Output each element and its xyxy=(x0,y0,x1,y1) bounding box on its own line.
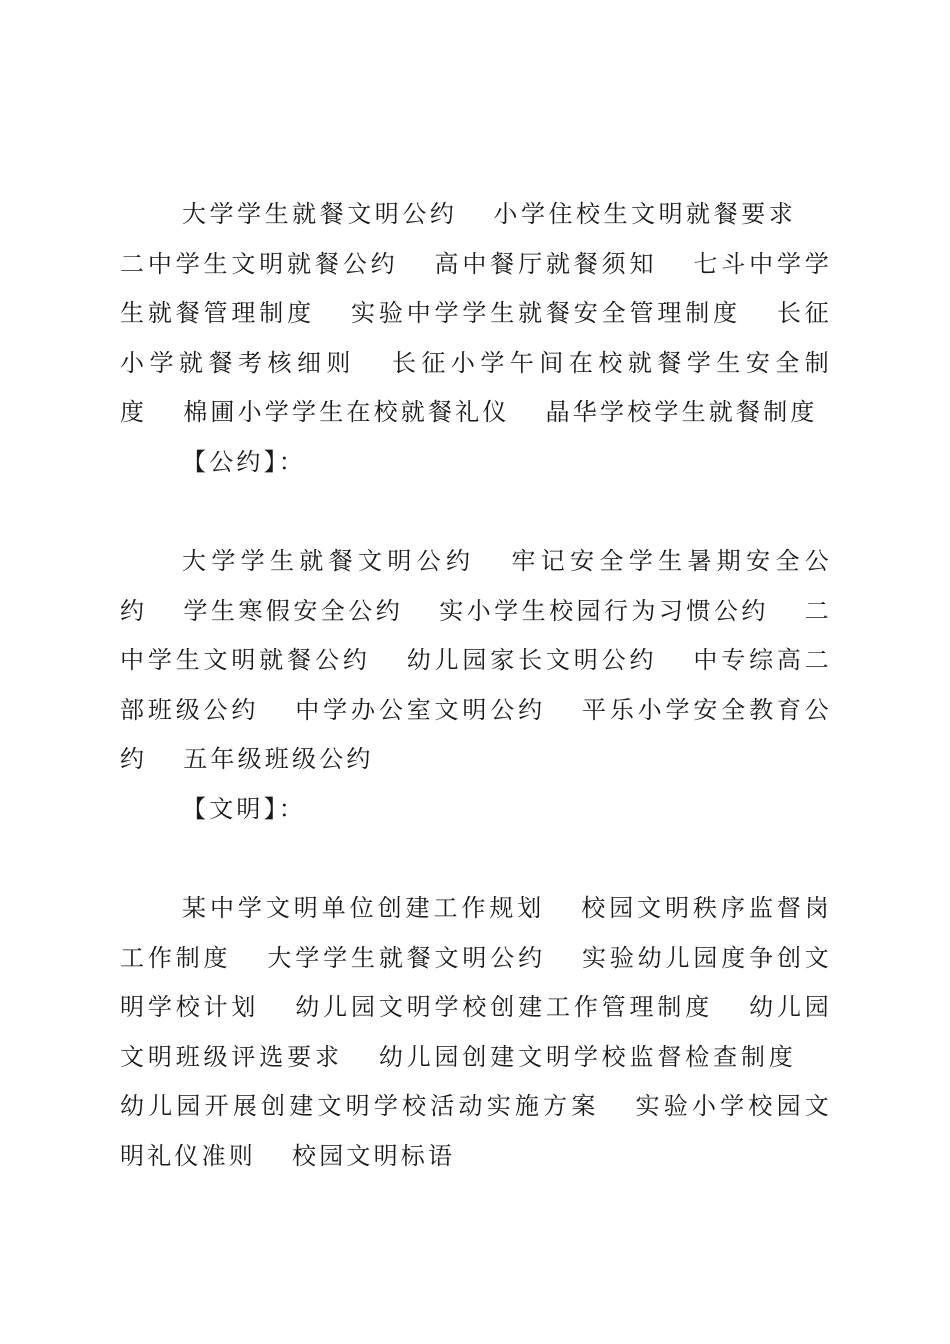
list-item[interactable]: 实小学生校园行为习惯公约 xyxy=(439,596,769,625)
heading-wenming: 【文明】： xyxy=(182,794,306,823)
list-item[interactable]: 大学学生就餐文明公约 xyxy=(182,547,476,575)
spacer xyxy=(120,487,832,537)
list-item[interactable]: 棉圃小学学生在校就餐礼仪 xyxy=(183,398,510,426)
list-item[interactable]: 大学学生就餐文明公约 xyxy=(182,200,458,228)
list-item[interactable]: 校园文明秩序监督岗工作制度 xyxy=(120,894,832,972)
list-item[interactable]: 实验幼儿园度争创文明学校计划 xyxy=(120,943,832,1021)
list-item[interactable]: 平乐小学安全教育公约 xyxy=(120,695,832,773)
list-item[interactable]: 小学住校生文明就餐要求 xyxy=(493,200,797,228)
list-item[interactable]: 某中学文明单位创建工作规划 xyxy=(182,894,546,922)
list-item[interactable]: 高中餐厅就餐须知 xyxy=(434,249,658,278)
list-item[interactable]: 实验小学校园文明礼仪准则 xyxy=(120,1092,832,1170)
list-item[interactable]: 幼儿园家长文明公约 xyxy=(406,646,658,674)
list-item[interactable]: 牢记安全学生暑期安全公约 xyxy=(120,547,833,625)
list-item[interactable]: 幼儿园文明班级评选要求 xyxy=(120,993,833,1071)
list-item[interactable]: 幼儿园文明学校创建工作管理制度 xyxy=(295,993,714,1021)
section-gongyue-list xyxy=(120,537,832,785)
list-item[interactable]: 中专综高二部班级公约 xyxy=(120,646,832,724)
list-item[interactable]: 学生寒假安全公约 xyxy=(183,596,404,625)
list-item[interactable]: 中学办公室文明公约 xyxy=(295,695,546,724)
document-page xyxy=(120,190,832,1181)
spacer xyxy=(120,834,832,884)
list-item[interactable]: 长征小学就餐考核细则 xyxy=(120,299,832,377)
heading-gongyue: 【公约】： xyxy=(182,447,306,476)
list-item[interactable]: 大学学生就餐文明公约 xyxy=(267,943,546,972)
list-item[interactable]: 长征小学午间在校就餐学生安全制度 xyxy=(120,348,833,426)
list-item[interactable]: 晶华学校学生就餐制度 xyxy=(545,398,818,426)
list-item[interactable]: 实验中学学生就餐安全管理制度 xyxy=(350,299,741,327)
list-item[interactable]: 校园文明标语 xyxy=(292,1141,456,1170)
list-item[interactable]: 七斗中学学生就餐管理制度 xyxy=(120,249,833,327)
list-item[interactable]: 幼儿园开展创建文明学校活动实施方案 xyxy=(120,1092,600,1120)
list-item[interactable]: 五年级班级公约 xyxy=(183,745,374,773)
section-wenming-list xyxy=(120,884,832,1181)
list-item[interactable]: 幼儿园创建文明学校监督检查制度 xyxy=(378,1042,797,1071)
list-item[interactable]: 二中学生文明就餐公约 xyxy=(120,249,399,278)
list-item[interactable]: 二中学生文明就餐公约 xyxy=(120,596,832,674)
section-dining-list xyxy=(120,190,832,438)
